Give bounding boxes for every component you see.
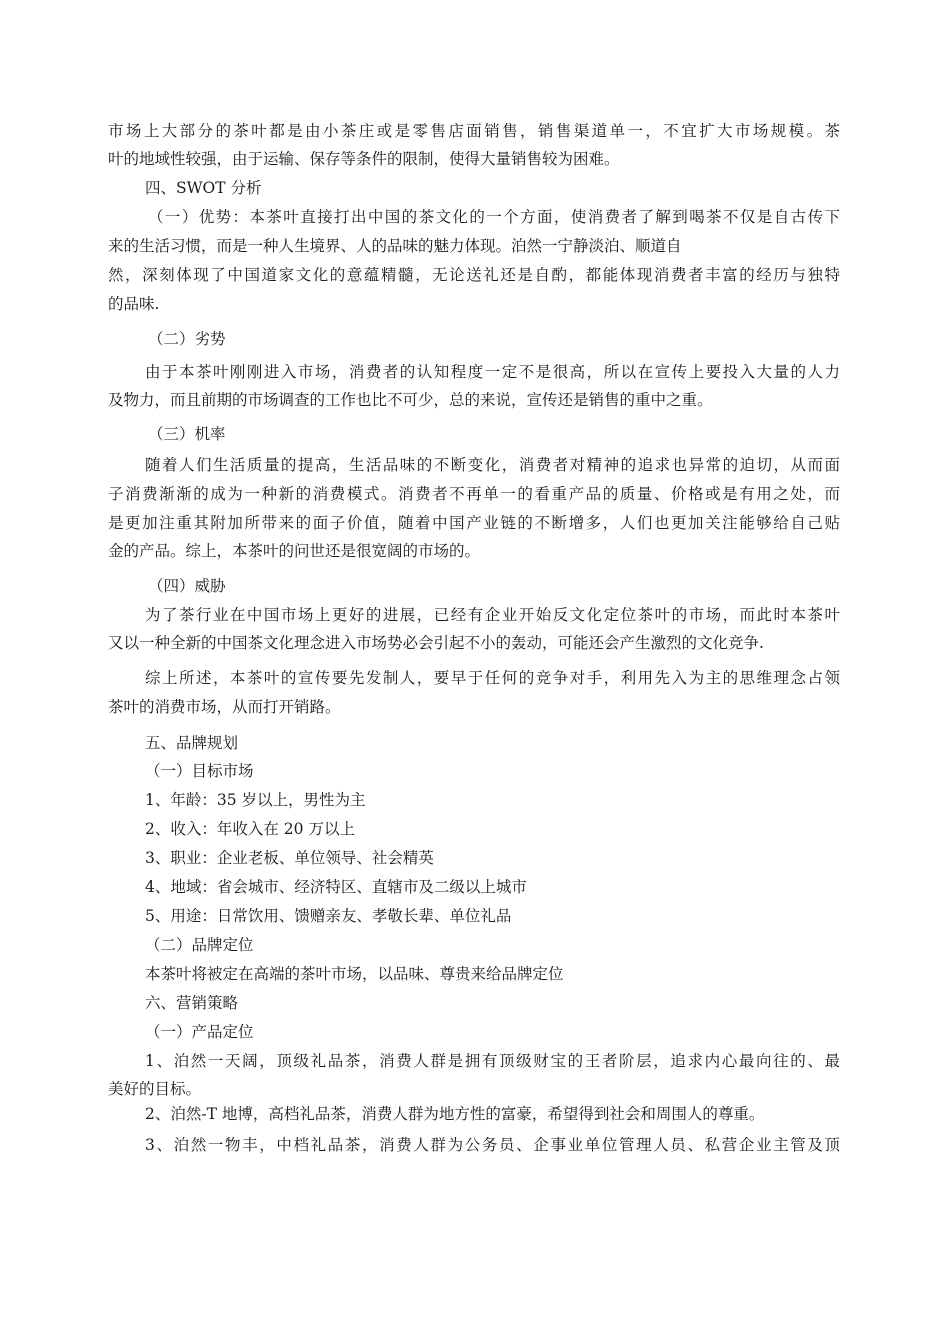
threat-line-2: 又以一种全新的中国茶文化理念进入市场势必会引起不小的轰动，可能还会产生激烈的文化竞争. bbox=[108, 634, 764, 652]
subheading-brand-positioning: （二）品牌定位 bbox=[145, 936, 254, 954]
summary-line-2: 茶叶的消费市场，从而打开销路。 bbox=[108, 698, 341, 716]
product-item-2: 2、泊然-T 地博，高档礼品茶，消费人群为地方性的富豪，希望得到社会和周围人的尊重。 bbox=[145, 1105, 765, 1123]
brand-positioning-text: 本茶叶将被定在高端的茶叶市场，以品味、尊贵来给品牌定位 bbox=[145, 965, 564, 983]
subheading-target-market: （一）目标市场 bbox=[145, 762, 254, 780]
strength-line-2: 来的生活习惯，而是一种人生境界、人的品味的魅力体现。泊然一宁静淡泊、顺道自 bbox=[108, 237, 682, 255]
subheading-weakness: （二）劣势 bbox=[148, 330, 226, 348]
strength-line-1: （一）优势：本茶叶直接打出中国的茶文化的一个方面，使消费者了解到喝茶不仅是自古传下 bbox=[148, 208, 840, 226]
opportunity-line-4: 金的产品。综上，本茶叶的问世还是很宽阔的市场的。 bbox=[108, 542, 481, 560]
market-paragraph-line-1: 市场上大部分的茶叶都是由小茶庄或是零售店面销售，销售渠道单一，不宜扩大市场规模。茶 bbox=[108, 122, 840, 140]
threat-line-1: 为了茶行业在中国市场上更好的进展，已经有企业开始反文化定位茶叶的市场，而此时本茶叶 bbox=[145, 606, 840, 624]
strength-line-4: 的品味. bbox=[108, 295, 160, 313]
subheading-opportunity: （三）机率 bbox=[148, 425, 226, 443]
subheading-product-positioning: （一）产品定位 bbox=[145, 1023, 254, 1041]
target-item-occupation: 3、职业：企业老板、单位领导、社会精英 bbox=[145, 849, 434, 867]
summary-line-1: 综上所述，本茶叶的宣传要先发制人，要早于任何的竞争对手，利用先入为主的思维理念占领 bbox=[145, 669, 840, 687]
target-item-usage: 5、用途：日常饮用、馈赠亲友、孝敬长辈、单位礼品 bbox=[145, 907, 512, 925]
target-item-income: 2、收入：年收入在 20 万以上 bbox=[145, 820, 355, 838]
target-item-region: 4、地域：省会城市、经济特区、直辖市及二级以上城市 bbox=[145, 878, 527, 896]
weakness-line-2: 及物力，而且前期的市场调查的工作也比不可少，总的来说，宣传还是销售的重中之重。 bbox=[108, 391, 713, 409]
opportunity-line-1: 随着人们生活质量的提高，生活品味的不断变化，消费者对精神的追求也异常的迫切，从而面 bbox=[145, 456, 840, 474]
section-heading-brand-planning: 五、品牌规划 bbox=[145, 734, 239, 752]
product-item-1-line-1: 1、泊然一天阔，顶级礼品茶，消费人群是拥有顶级财宝的王者阶层，追求内心最向往的、最 bbox=[145, 1052, 840, 1070]
section-heading-swot: 四、SWOT 分析 bbox=[145, 179, 262, 197]
product-item-3: 3、泊然一物丰，中档礼品茶，消费人群为公务员、企事业单位管理人员、私营企业主管及顶 bbox=[145, 1136, 840, 1154]
weakness-line-1: 由于本茶叶刚刚进入市场，消费者的认知程度一定不是很高，所以在宣传上要投入大量的人力 bbox=[145, 363, 840, 381]
product-item-1-line-2: 美好的目标。 bbox=[108, 1080, 202, 1098]
opportunity-line-3: 是更加注重其附加所带来的面子价值，随着中国产业链的不断增多，人们也更加关注能够给自己贴 bbox=[108, 514, 840, 532]
strength-line-3: 然，深刻体现了中国道家文化的意蕴精髓，无论送礼还是自酌，都能体现消费者丰富的经历与独特 bbox=[108, 266, 840, 284]
opportunity-line-2: 子消费渐渐的成为一种新的消费模式。消费者不再单一的看重产品的质量、价格或是有用之处，而 bbox=[108, 485, 840, 503]
market-paragraph-line-2: 叶的地域性较强，由于运输、保存等条件的限制，使得大量销售较为困难。 bbox=[108, 150, 620, 168]
target-item-age: 1、年龄：35 岁以上，男性为主 bbox=[145, 791, 366, 809]
section-heading-marketing-strategy: 六、营销策略 bbox=[145, 994, 239, 1012]
subheading-threat: （四）威胁 bbox=[148, 577, 226, 595]
